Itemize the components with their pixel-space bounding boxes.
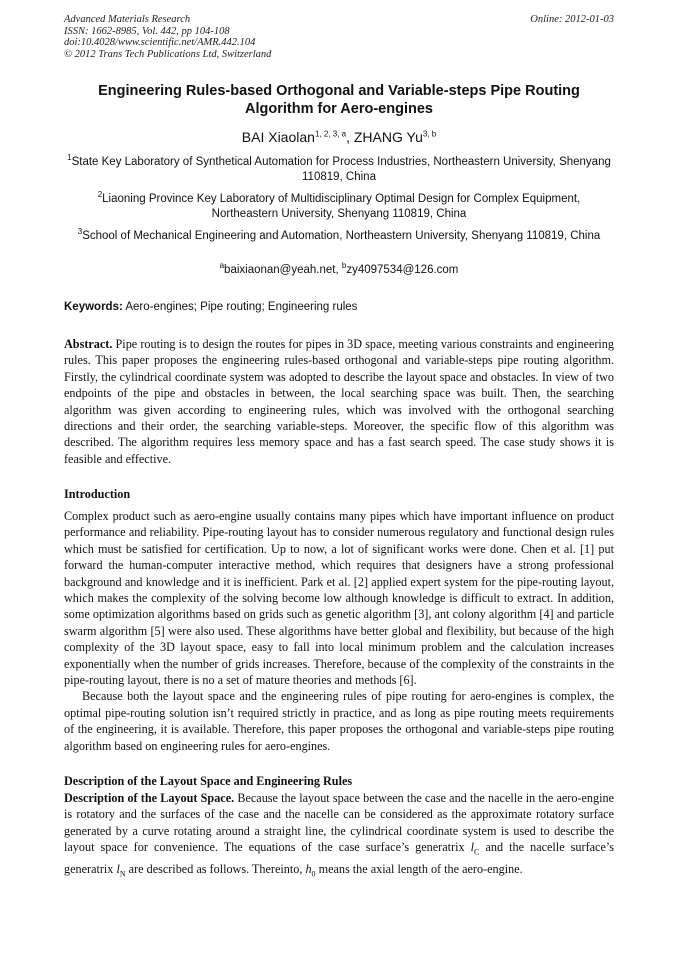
affiliation-text: Liaoning Province Key Laboratory of Multidisciplinary Optimal Design for Complex Equipment, Northeastern University, Shenyang 110819, China [102,193,581,220]
doi-line: doi:10.4028/www.scientific.net/AMR.442.104 [64,37,256,48]
keywords-text: Aero-engines; Pipe routing; Engineering rules [122,301,358,313]
section-2-heading: Description of the Layout Space and Engineering Rules [64,774,353,788]
symbol-h0: h [305,862,312,877]
affiliation-3 [64,229,614,244]
section-2-text-d: means the axial length of the aero-engine. [315,862,523,877]
affiliation-text: State Key Laboratory of Synthetical Automation for Process Industries, Northeastern University, Shenyang 110819, China [71,156,611,183]
introduction-heading: Introduction [64,487,131,501]
email-b-marker: b [341,261,347,271]
issn-line: ISSN: 1662-8985, Vol. 442, pp 104-108 [64,25,230,37]
symbol-h0-subscript: 0 [311,869,316,879]
online-date: Online: 2012-01-03 [530,14,614,25]
introduction-body [64,508,614,754]
author-2-name: ZHANG Yu [353,129,423,145]
author-line [64,128,614,146]
paper-title: Engineering Rules-based Orthogonal and Variable-steps Pipe Routing Algorithm for Aero-engines [98,83,580,117]
email-b: zy4097534@126.com [346,264,459,276]
abstract-text: Pipe routing is to design the routes for pipes in 3D space, meeting various constraints and engineering rules. This paper proposes the engineering rules-based orthogonal and variable-steps pipe routing algorithm. Firstly, the cylindrical coordinate system was adopted to describe the layout space and obstacles. In view of two endpoints of the pipe and obstacles in between, the local searching space was built. Then, the searching algorithm was given according to engineering rules, which was involved with the orthogonal searching directions and their order, the searching variable-steps. Moreover, the specific flow of this algorithm was described. The algorithm requires less memory space and has a fast search speed. The case study shows it is feasible and effective. [64,337,614,466]
copyright-line: © 2012 Trans Tech Publications Ltd, Switzerland [64,48,272,60]
journal-name: Advanced Materials Research [64,14,191,25]
introduction-paragraph-1: Complex product such as aero-engine usually contains many pipes which have important influence on product performance and reliability. Pipe-routing layout has to consider numerous regulatory and functional design rules which must be satisfied for certification. Up to now, a lot of significant works were done. Chen et al. [1] put forward the human-computer interactive method, which requires that designers have a strong professional background and knowledge and it is inefficient. Park et al. [2] applied expert system for the pipe-routing layout, which makes the complexity of the solving become low although knowledge is difficult to extract. In addition, some optimization algorithms based on grids such as genetic algorithm [3], ant colony algorithm [4] and particle swarm algorithm [5] were also used. These algorithms have better global and flexibility, but because of the high complexity of the 3D layout space, easy to fall into local minimum problem and the calculation increases exponentially when the number of grids increases. Therefore, because of the complexity of the constraints in the pipe-routing layout, there is no a set of mature theories and methods [6]. [64,509,614,688]
abstract [64,336,614,467]
email-a-marker: a [219,261,225,271]
keywords-label: Keywords: [64,301,123,313]
affiliation-1 [64,155,614,185]
symbol-ln-subscript: N [119,869,126,879]
section-2-text-b: and the nacelle surface’s generatrix [64,840,614,877]
symbol-ln: l [116,862,120,877]
author-separator: , [346,129,354,145]
symbol-lc-subscript: C [474,847,480,857]
introduction-paragraph-2: Because both the layout space and the engineering rules of pipe routing for aero-engines is complex, the optimal pipe-routing solution isn’t required strictly in practice, and as long as pipe routing meets requirements of the engineering, it is available. Therefore, this paper proposes the orthogonal and variable-steps pipe routing algorithm based on engineering rules for aero-engines. [64,689,614,753]
author-1-name: BAI Xiaolan [241,129,315,145]
email-line [64,263,614,278]
author-2-affil: 3, b [422,129,437,139]
abstract-label: Abstract. [64,337,113,351]
affiliation-number: 2 [97,190,103,200]
section-2-text-a: Because the layout space between the case and the nacelle in the aero-engine is rotatory and the surfaces of the case and the nacelle can be considered as the approximate rotatory surface generated by a curve rotating around a straight line, the cylindrical coordinate system is used to describe the layout space for convenience. The equations of the case surface’s generatrix [64,791,614,855]
section-2-text-c: are described as follows. Thereinto, [125,862,306,877]
author-1-affil: 1, 2, 3, a [314,129,347,139]
journal-header [64,14,271,60]
symbol-lc: l [470,840,475,855]
affiliation-2 [64,192,614,222]
section-2-body [64,790,614,883]
email-a: baixiaonan@yeah.net, [224,264,342,276]
keywords [64,300,614,315]
affiliation-text: School of Mechanical Engineering and Automation, Northeastern University, Shenyang 110819, China [82,230,601,242]
affiliation-number: 1 [67,153,72,163]
subsection-label: Description of the Layout Space. [64,791,235,805]
affiliation-number: 3 [77,227,83,237]
